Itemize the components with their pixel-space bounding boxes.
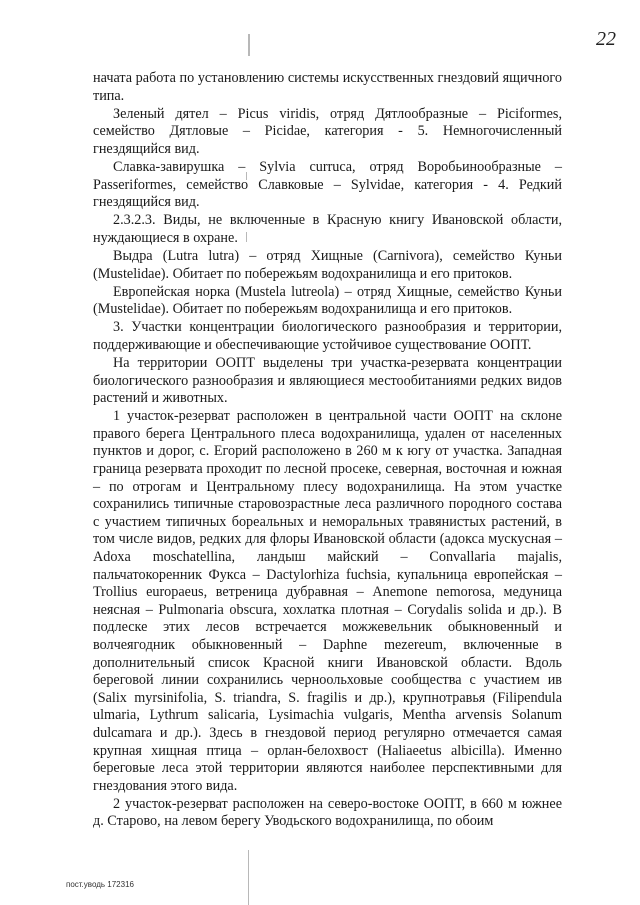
scan-artifact-top [248, 34, 250, 56]
paragraph: Европейская норка (Mustela lutreola) – отряд Хищные, семейство Куньи (Mustelidae). Обитает по побережьям водохранилища и его притоков. [93, 283, 562, 318]
document-body [93, 70, 562, 832]
paragraph: 2 участок-резерват расположен на северо-востоке ООПТ, в 660 м южнее д. Старово, на левом берегу Уводьского водохранилища, по обоим [93, 795, 562, 830]
paragraph: 1 участок-резерват расположен в центральной части ООПТ на склоне правого берега Центрального плеса водохранилища, удален от населенных пунктов и дорог, с. Егорий расположено в 260 м к югу от участка. Западная граница резервата проходит по лесной просеке, северная, восточная и южная – по отрогам и Центральному плесу водохранилища. На этом участке сохранились типичные старовозрастные леса различного породного состава с участием типичных бореальных и неморальных травянистых растений, в том числе видов, редких для флоры Ивановской области (адокса мускусная – Adoxa moschatellina, ландыш майский – Convallaria majalis, пальчатокоренник Фукса – Dactylorhiza fuchsia, купальница европейская – Trollius europaeus, ветреница дубравная – Anemone nemorosa, медуница неясная – Pulmonaria obscura, хохлатка плотная – Corydalis solida и др.). В подлеске этих лесов встречается можжевельник обыкновенный и волчеягодник обыкновенный – Daphne mezereum, включенные в дополнительный список Красной книги Ивановской области. Вдоль береговой линии сохранились черноольховые сообщества с участием ив (Salix myrsinifolia, S. triandra, S. fragilis и др.), крупнотравья (Filipendula ulmaria, Lythrum salicaria, Lysimachia vulgaris, Mentha arvensis Solanum dulcamara и др.). Здесь в гнездовой период регулярно отмечается самая крупная хищная птица – орлан-белохвост (Haliaeetus albicilla). Именно береговые леса этой территории являются наиболее перспективными для гнездования этого вида. [93, 408, 562, 794]
paragraph: Выдра (Lutra lutra) – отряд Хищные (Carnivora), семейство Куньи (Mustelidae). Обитает по побережьям водохранилища и его притоков. [93, 247, 562, 282]
paragraph: 2.3.2.3. Виды, не включенные в Красную книгу Ивановской области, нуждающиеся в охране. [93, 212, 562, 246]
paragraph: Зеленый дятел – Picus viridis, отряд Дятлообразные – Piciformes, семейство Дятловые – Picidae, категория - 5. Немногочисленный гнездящийся вид. [93, 105, 562, 157]
paragraph: На территории ООПТ выделены три участка-резервата концентрации биологического разнообразия и являющиеся местообитаниями редких видов растений и животных. [93, 355, 562, 407]
scan-artifact-bottom [248, 850, 249, 905]
paragraph: Славка-завирушка – Sylvia curruca, отряд Воробьинообразные – Passeriformes, семейство Славковые – Sylvidae, категория - 4. Редкий гнездящийся вид. [93, 158, 562, 211]
page-number: 22 [596, 28, 616, 50]
footer-stamp: пост.уводь 172316 [66, 880, 134, 889]
section-heading: 3. Участки концентрации биологического разнообразия и территории, поддерживающие и обеспечивающие устойчивое существование ООПТ. [93, 319, 562, 353]
paragraph: начата работа по установлению системы искусственных гнездовий ящичного типа. [93, 70, 562, 104]
